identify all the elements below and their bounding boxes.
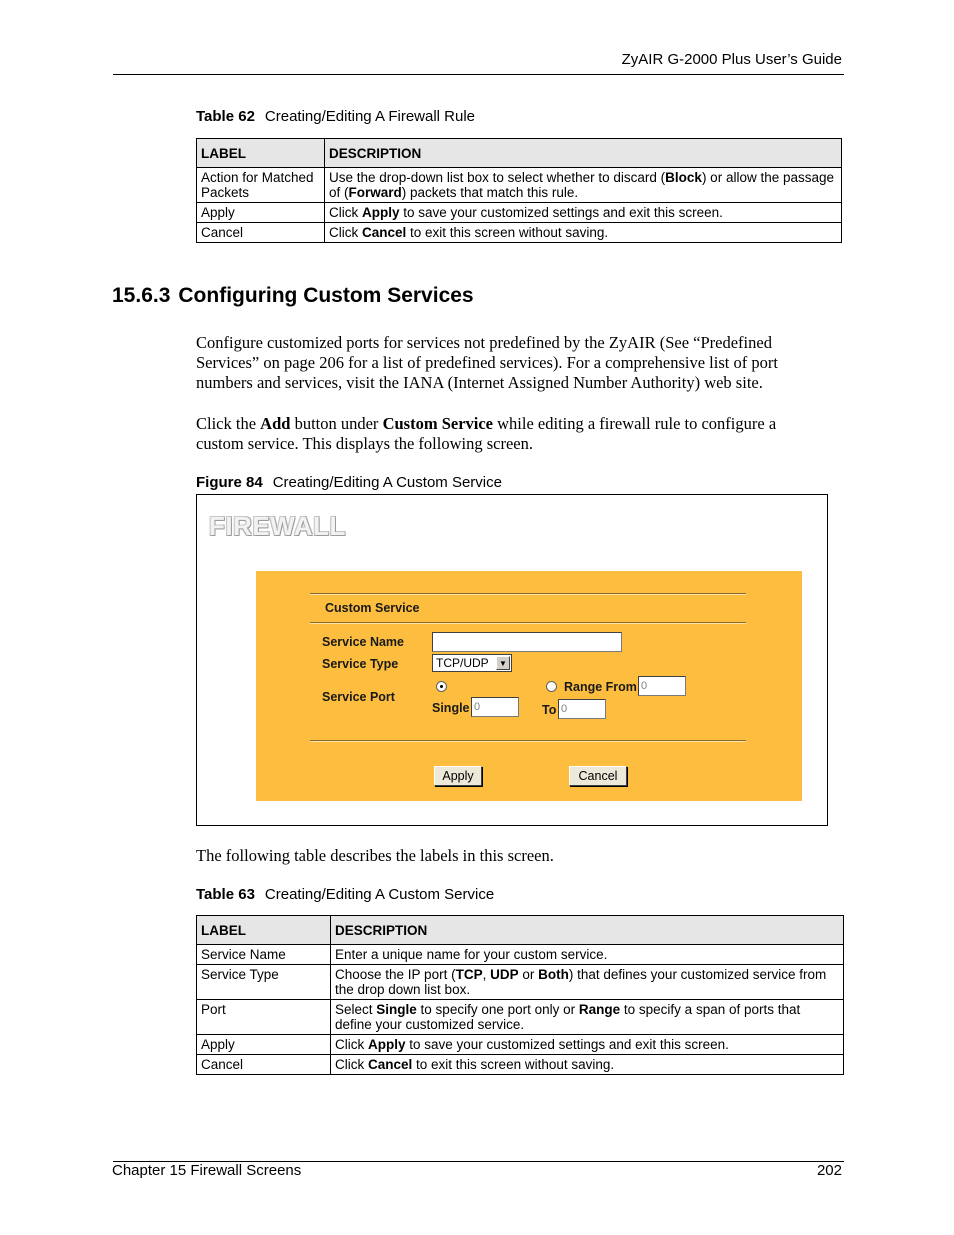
row-label: Action for Matched Packets bbox=[197, 168, 325, 203]
row-description: Click Cancel to exit this screen without saving. bbox=[331, 1055, 844, 1075]
row-label: Cancel bbox=[197, 1055, 331, 1075]
section-heading bbox=[112, 284, 482, 308]
table-row bbox=[197, 945, 844, 965]
range-from-label: Range From bbox=[564, 680, 637, 694]
table-header-row bbox=[197, 139, 842, 168]
row-description: Click Apply to save your customized settings and exit this screen. bbox=[325, 203, 842, 223]
row-label: Cancel bbox=[197, 223, 325, 243]
table-62-caption-number: Table 62 bbox=[196, 108, 255, 125]
row-description: Click Cancel to exit this screen without saving. bbox=[325, 223, 842, 243]
row-description: Click Apply to save your customized settings and exit this screen. bbox=[331, 1035, 844, 1055]
row-label: Service Type bbox=[197, 965, 331, 1000]
range-radio[interactable] bbox=[546, 681, 557, 692]
figure-84-screenshot bbox=[196, 494, 828, 826]
footer-chapter: Chapter 15 Firewall Screens bbox=[112, 1162, 302, 1179]
table-row bbox=[197, 223, 842, 243]
row-label: Service Name bbox=[197, 945, 331, 965]
table-row bbox=[197, 965, 844, 1000]
col-description-header: DESCRIPTION bbox=[331, 916, 844, 945]
service-name-label: Service Name bbox=[322, 635, 405, 649]
row-description: Enter a unique name for your custom service. bbox=[331, 945, 844, 965]
intro-paragraph: Configure customized ports for services not predefined by the ZyAIR (See “Predefined Services” on page 206 for a list of predefined services). For a comprehensive list of port numbers and services, visit the IANA (Internet Assigned Number Authority) web site. bbox=[196, 333, 778, 392]
table-62 bbox=[196, 138, 842, 243]
row-description: Select Single to specify one port only or Range to specify a span of ports that define your customized service. bbox=[331, 1000, 844, 1035]
single-radio[interactable] bbox=[436, 681, 447, 692]
table-intro-paragraph: The following table describes the labels in this screen. bbox=[196, 846, 554, 865]
firewall-screen-title: FIREWALL bbox=[209, 511, 346, 541]
table-63-caption-text: Creating/Editing A Custom Service bbox=[264, 886, 495, 903]
service-type-value: TCP/UDP bbox=[436, 656, 489, 670]
row-label: Apply bbox=[197, 203, 325, 223]
range-to-input[interactable] bbox=[558, 699, 606, 719]
cancel-button[interactable]: Cancel bbox=[569, 766, 627, 786]
service-name-input[interactable] bbox=[432, 632, 622, 652]
add-button-paragraph: Click the Add button under Custom Service while editing a firewall rule to configure a custom service. This displays the following screen. bbox=[196, 414, 777, 453]
panel-top-rule bbox=[310, 593, 746, 595]
row-label: Port bbox=[197, 1000, 331, 1035]
header-rule bbox=[113, 74, 844, 75]
service-port-label: Service Port bbox=[322, 690, 395, 704]
row-label: Apply bbox=[197, 1035, 331, 1055]
footer-page-number: 202 bbox=[816, 1162, 842, 1179]
col-description-header: DESCRIPTION bbox=[325, 139, 842, 168]
col-label-header: LABEL bbox=[197, 139, 325, 168]
table-row bbox=[197, 1035, 844, 1055]
custom-service-panel bbox=[256, 571, 802, 801]
apply-button[interactable]: Apply bbox=[434, 766, 482, 786]
section-title: Configuring Custom Services bbox=[178, 284, 474, 307]
row-description: Use the drop-down list box to select whether to discard (Block) or allow the passage of (Forward) packets that match this rule. bbox=[325, 168, 842, 203]
section-number: 15.6.3 bbox=[112, 284, 171, 307]
service-type-label: Service Type bbox=[322, 657, 399, 671]
custom-service-heading: Custom Service bbox=[325, 601, 420, 615]
table-63-caption bbox=[196, 886, 494, 903]
figure-84-caption bbox=[196, 474, 502, 491]
panel-heading-rule bbox=[310, 622, 746, 624]
table-row bbox=[197, 168, 842, 203]
col-label-header: LABEL bbox=[197, 916, 331, 945]
table-header-row bbox=[197, 916, 844, 945]
table-row bbox=[197, 1000, 844, 1035]
panel-bottom-rule bbox=[310, 740, 746, 742]
chevron-down-icon[interactable]: ▼ bbox=[496, 656, 510, 670]
row-description: Choose the IP port (TCP, UDP or Both) that defines your customized service from the drop down list box. bbox=[331, 965, 844, 1000]
to-label: To bbox=[542, 703, 557, 717]
table-63 bbox=[196, 915, 844, 1075]
table-63-caption-number: Table 63 bbox=[196, 886, 255, 903]
table-row bbox=[197, 1055, 844, 1075]
figure-84-caption-text: Creating/Editing A Custom Service bbox=[272, 474, 502, 491]
service-type-select[interactable] bbox=[432, 654, 512, 672]
running-header: ZyAIR G-2000 Plus User’s Guide bbox=[621, 51, 842, 68]
table-62-caption-text: Creating/Editing A Firewall Rule bbox=[264, 108, 476, 125]
figure-84-caption-number: Figure 84 bbox=[196, 474, 263, 491]
table-row bbox=[197, 203, 842, 223]
single-label: Single bbox=[432, 701, 470, 715]
table-62-caption bbox=[196, 108, 475, 125]
range-from-input[interactable] bbox=[638, 676, 686, 696]
single-port-input[interactable] bbox=[471, 697, 519, 717]
